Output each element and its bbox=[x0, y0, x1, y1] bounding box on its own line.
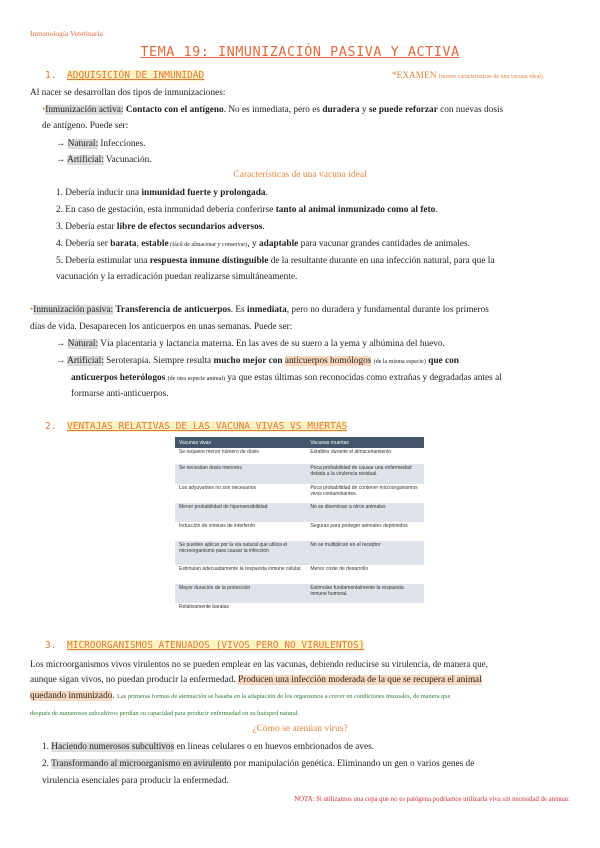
table-header-dead: Vacunas muertas bbox=[306, 437, 424, 448]
activa-line-2: de antígeno. Puede ser: bbox=[42, 121, 129, 131]
section-2-heading bbox=[45, 421, 347, 432]
text-bold: inmunidad fuerte y prolongada bbox=[141, 188, 266, 198]
activa-natural bbox=[56, 138, 146, 151]
text-bold: tanto al animal inmunizado como al feto bbox=[275, 205, 436, 215]
bullet-icon: • bbox=[42, 105, 46, 115]
text: . bbox=[435, 205, 438, 215]
activa-artificial bbox=[56, 154, 152, 167]
activa-bold: Contacto con el antígeno bbox=[125, 105, 224, 115]
intro-text: Al nacer se desarrollan dos tipos de inmunizaciones: bbox=[30, 88, 226, 98]
text: . bbox=[265, 188, 268, 198]
pasiva-artificial-2 bbox=[71, 372, 502, 386]
artificial-label: Artificial: bbox=[67, 155, 104, 165]
text-bold: adaptable bbox=[259, 239, 299, 249]
section-title: MICROORGANISMOS ATENUADOS (VIVOS PERO NO VIRULENTOS) bbox=[67, 640, 365, 651]
text-small: (de otra especie animal) bbox=[167, 376, 226, 382]
table-header-row bbox=[175, 437, 424, 448]
arrow-right-icon: → bbox=[56, 339, 68, 349]
text: de la resultante durante en una infección natural, para que la bbox=[268, 256, 495, 266]
exam-detail: (menos características de una vacuna ideal) bbox=[438, 74, 543, 80]
section-title: VENTAJAS RELATIVAS DE LAS VACUNA VIVAS VS MUERTAS bbox=[67, 421, 348, 432]
ideal-vaccine-title: Características de una vacuna ideal bbox=[233, 170, 367, 180]
table-cell: Estables durante el almacenamiento bbox=[306, 448, 424, 464]
pasiva-natural bbox=[56, 338, 445, 351]
text-bold: inmediata bbox=[247, 305, 287, 315]
attenuation-item-2-cont: virulencia esenciales para producir la enfermedad. bbox=[42, 776, 229, 786]
ideal-item-4 bbox=[56, 238, 470, 252]
section-number: 2. bbox=[45, 421, 57, 432]
red-note: NOTA: Si utilizamos una cepa que no es patógena podríamos utilizarla viva sin necesidad de atenuar. bbox=[294, 796, 570, 803]
ideal-item-3 bbox=[56, 221, 265, 234]
green-note: Las primeras formas de atenuación se basaba en la adaptación de los organismos a crecer en condiciones inusuales, de manera que bbox=[117, 693, 451, 700]
text: , y bbox=[247, 239, 260, 249]
table-cell: Poca probabilidad de contener microorganismos vivos contaminantes. bbox=[306, 484, 424, 503]
text: 1. Debería inducir una bbox=[56, 188, 142, 198]
text-bold: barata bbox=[110, 239, 137, 249]
table-cell: Se requiere menor número de dosis bbox=[175, 448, 306, 464]
header-subject: Inmunología Veterinaria bbox=[30, 29, 103, 38]
activa-line-1 bbox=[42, 104, 503, 117]
table-cell: Menor probabilidad de hipersensibilidad bbox=[175, 503, 306, 522]
table-cell: Menor coste de desarrollo bbox=[306, 565, 424, 584]
text-small: (fácil de almacenar y conservar) bbox=[168, 242, 248, 248]
pasiva-line-1 bbox=[30, 304, 489, 317]
section-1-heading bbox=[45, 70, 204, 81]
text: aunque sigan vivos, no puedan producir la enfermedad. bbox=[30, 675, 239, 685]
text: . bbox=[112, 691, 118, 701]
section-title: ADQUISICIÓN DE INMUNIDAD bbox=[67, 70, 205, 81]
text: 5. Debería estimular una bbox=[56, 256, 150, 266]
ideal-item-1 bbox=[56, 187, 268, 200]
text: 1. bbox=[42, 742, 52, 752]
arrow-right-icon: → bbox=[56, 139, 68, 149]
text: Vacunación. bbox=[103, 155, 152, 165]
arrow-right-icon: → bbox=[56, 356, 68, 366]
natural-label: Natural: bbox=[67, 139, 99, 149]
text: . bbox=[262, 222, 265, 232]
text: 4. Debería ser bbox=[56, 239, 111, 249]
document-title: TEMA 19: INMUNIZACIÓN PASIVA Y ACTIVA bbox=[140, 44, 460, 60]
s3-green-note-2: después de numerosos subcultivos perdían su capacidad para producir enfermedad en su huésped natural. bbox=[30, 710, 300, 717]
s3-paragraph-line-1: Los microorganismos vivos virulentos no se pueden emplear en las vacunas, debiendo reducirse su virulencia, de manera que, bbox=[30, 659, 488, 669]
bullet-icon: • bbox=[30, 305, 34, 315]
text-bold: se puede reforzar bbox=[368, 105, 438, 115]
table-header-live: Vacunas vivas bbox=[175, 437, 306, 448]
highlight: Haciendo numerosos subcultivos bbox=[51, 742, 175, 752]
how-attenuate-title: ¿Cómo se atenúan virus? bbox=[252, 724, 348, 734]
table-cell: No se diseminan a otros animales bbox=[306, 503, 424, 522]
text-bold: mucho mejor con bbox=[213, 356, 283, 366]
text: 3. Debería estar bbox=[56, 222, 117, 232]
text: . Es bbox=[230, 305, 247, 315]
ideal-item-5 bbox=[56, 255, 495, 268]
attenuation-item-1 bbox=[42, 741, 374, 754]
table-row bbox=[175, 584, 424, 603]
table-cell: Los adyuvantes no son necesarios bbox=[175, 484, 306, 503]
text: Seroterapia. Siempre resulta bbox=[103, 356, 214, 366]
table-row bbox=[175, 541, 424, 565]
highlight: anticuerpos homólogos bbox=[284, 356, 372, 366]
highlight: Producen una infección moderada de la que se recupera el animal bbox=[238, 675, 482, 685]
table-row bbox=[175, 522, 424, 541]
text: para vacunar grandes cantidades de animales. bbox=[298, 239, 470, 249]
table-cell: Seguras para proteger animales deprimidos bbox=[306, 522, 424, 541]
table-cell: Estimulan fundamentalmente la respuesta inmune humoral. bbox=[306, 584, 424, 603]
s3-paragraph-line-3 bbox=[30, 690, 450, 703]
text: , pero no duradera y fundamental durante los primeros bbox=[286, 305, 489, 315]
pasiva-label: Inmunización pasiva: bbox=[33, 305, 114, 315]
table-cell: Estimulan adecuadamente la respuesta inmune celular. bbox=[175, 565, 306, 584]
text: Vía placentaria y lactancia materna. En las aves de su suero a la yema y albúmina del huevo. bbox=[98, 339, 445, 349]
text: en líneas celulares o en huevos embrionados de aves. bbox=[174, 742, 375, 752]
text: 2. bbox=[42, 759, 52, 769]
text-bold: duradera bbox=[322, 105, 360, 115]
text: con nuevas dosis bbox=[437, 105, 504, 115]
artificial-label: Artificial: bbox=[67, 356, 104, 366]
table-row bbox=[175, 484, 424, 503]
arrow-right-icon: → bbox=[56, 155, 68, 165]
section-3-heading bbox=[45, 640, 364, 651]
table-cell: No se multiplican en el receptor bbox=[306, 541, 424, 565]
pasiva-artificial bbox=[56, 355, 459, 369]
text: ya que estas últimas son reconocidas como extrañas y degradadas antes al bbox=[225, 373, 502, 383]
activa-label: Inmunización activa: bbox=[45, 105, 124, 115]
text-bold: que con bbox=[428, 356, 459, 366]
text-bold: libre de efectos secundarios adversos bbox=[116, 222, 263, 232]
text: . No es inmediata, pero es bbox=[223, 105, 323, 115]
highlight: quedando inmunizado bbox=[30, 691, 113, 701]
ideal-item-5-cont: vacunación y la erradicación puedan realizarse simultáneamente. bbox=[56, 272, 298, 282]
text-bold: estable bbox=[141, 239, 169, 249]
table-cell: Mayor duración de la protección bbox=[175, 584, 306, 603]
text: 2. En caso de gestación, esta inmunidad debería conferirse bbox=[56, 205, 276, 215]
exam-label: *EXAMEN bbox=[392, 71, 437, 81]
text: y bbox=[359, 105, 369, 115]
s3-paragraph-line-2 bbox=[30, 674, 482, 687]
vaccine-comparison-table bbox=[175, 437, 424, 616]
text-small: (de la misma especie) bbox=[373, 359, 426, 365]
highlight: Transformando al microorganismo en avirulento bbox=[51, 759, 232, 769]
table-row bbox=[175, 565, 424, 584]
text-bold: anticuerpos heterólogos bbox=[71, 373, 166, 383]
section-number: 3. bbox=[45, 640, 57, 651]
table-cell: Relativamente baratas bbox=[175, 603, 306, 616]
exam-note bbox=[392, 70, 543, 84]
natural-label: Natural: bbox=[67, 339, 99, 349]
text-bold: Transferencia de anticuerpos bbox=[115, 305, 231, 315]
pasiva-line-2: días de vida. Desaparecen los anticuerpos en unas semanas. Puede ser: bbox=[30, 322, 293, 332]
table-cell: Inducción de síntesis de interferón bbox=[175, 522, 306, 541]
table-row bbox=[175, 503, 424, 522]
table-cell: Poca probabilidad de causar una enfermedad debida a la virulencia residual. bbox=[306, 464, 424, 484]
text-bold: respuesta inmune distinguible bbox=[149, 256, 269, 266]
section-number: 1. bbox=[45, 70, 57, 81]
table-cell bbox=[306, 603, 424, 616]
table-row bbox=[175, 603, 424, 616]
table-row bbox=[175, 464, 424, 484]
pasiva-artificial-3: formarse anti-anticuerpos. bbox=[71, 389, 169, 399]
text: Infecciones. bbox=[98, 139, 146, 149]
table-cell: Se pueden aplicar por la vía natural que utiliza el microorganismo para causar la infección bbox=[175, 541, 306, 565]
text: por manipulación genética. Eliminando un gen o varios genes de bbox=[231, 759, 475, 769]
text: , bbox=[136, 239, 142, 249]
ideal-item-2 bbox=[56, 204, 438, 217]
table-cell: Se necesitan dosis menores bbox=[175, 464, 306, 484]
attenuation-item-2 bbox=[42, 758, 474, 771]
table-row bbox=[175, 448, 424, 464]
